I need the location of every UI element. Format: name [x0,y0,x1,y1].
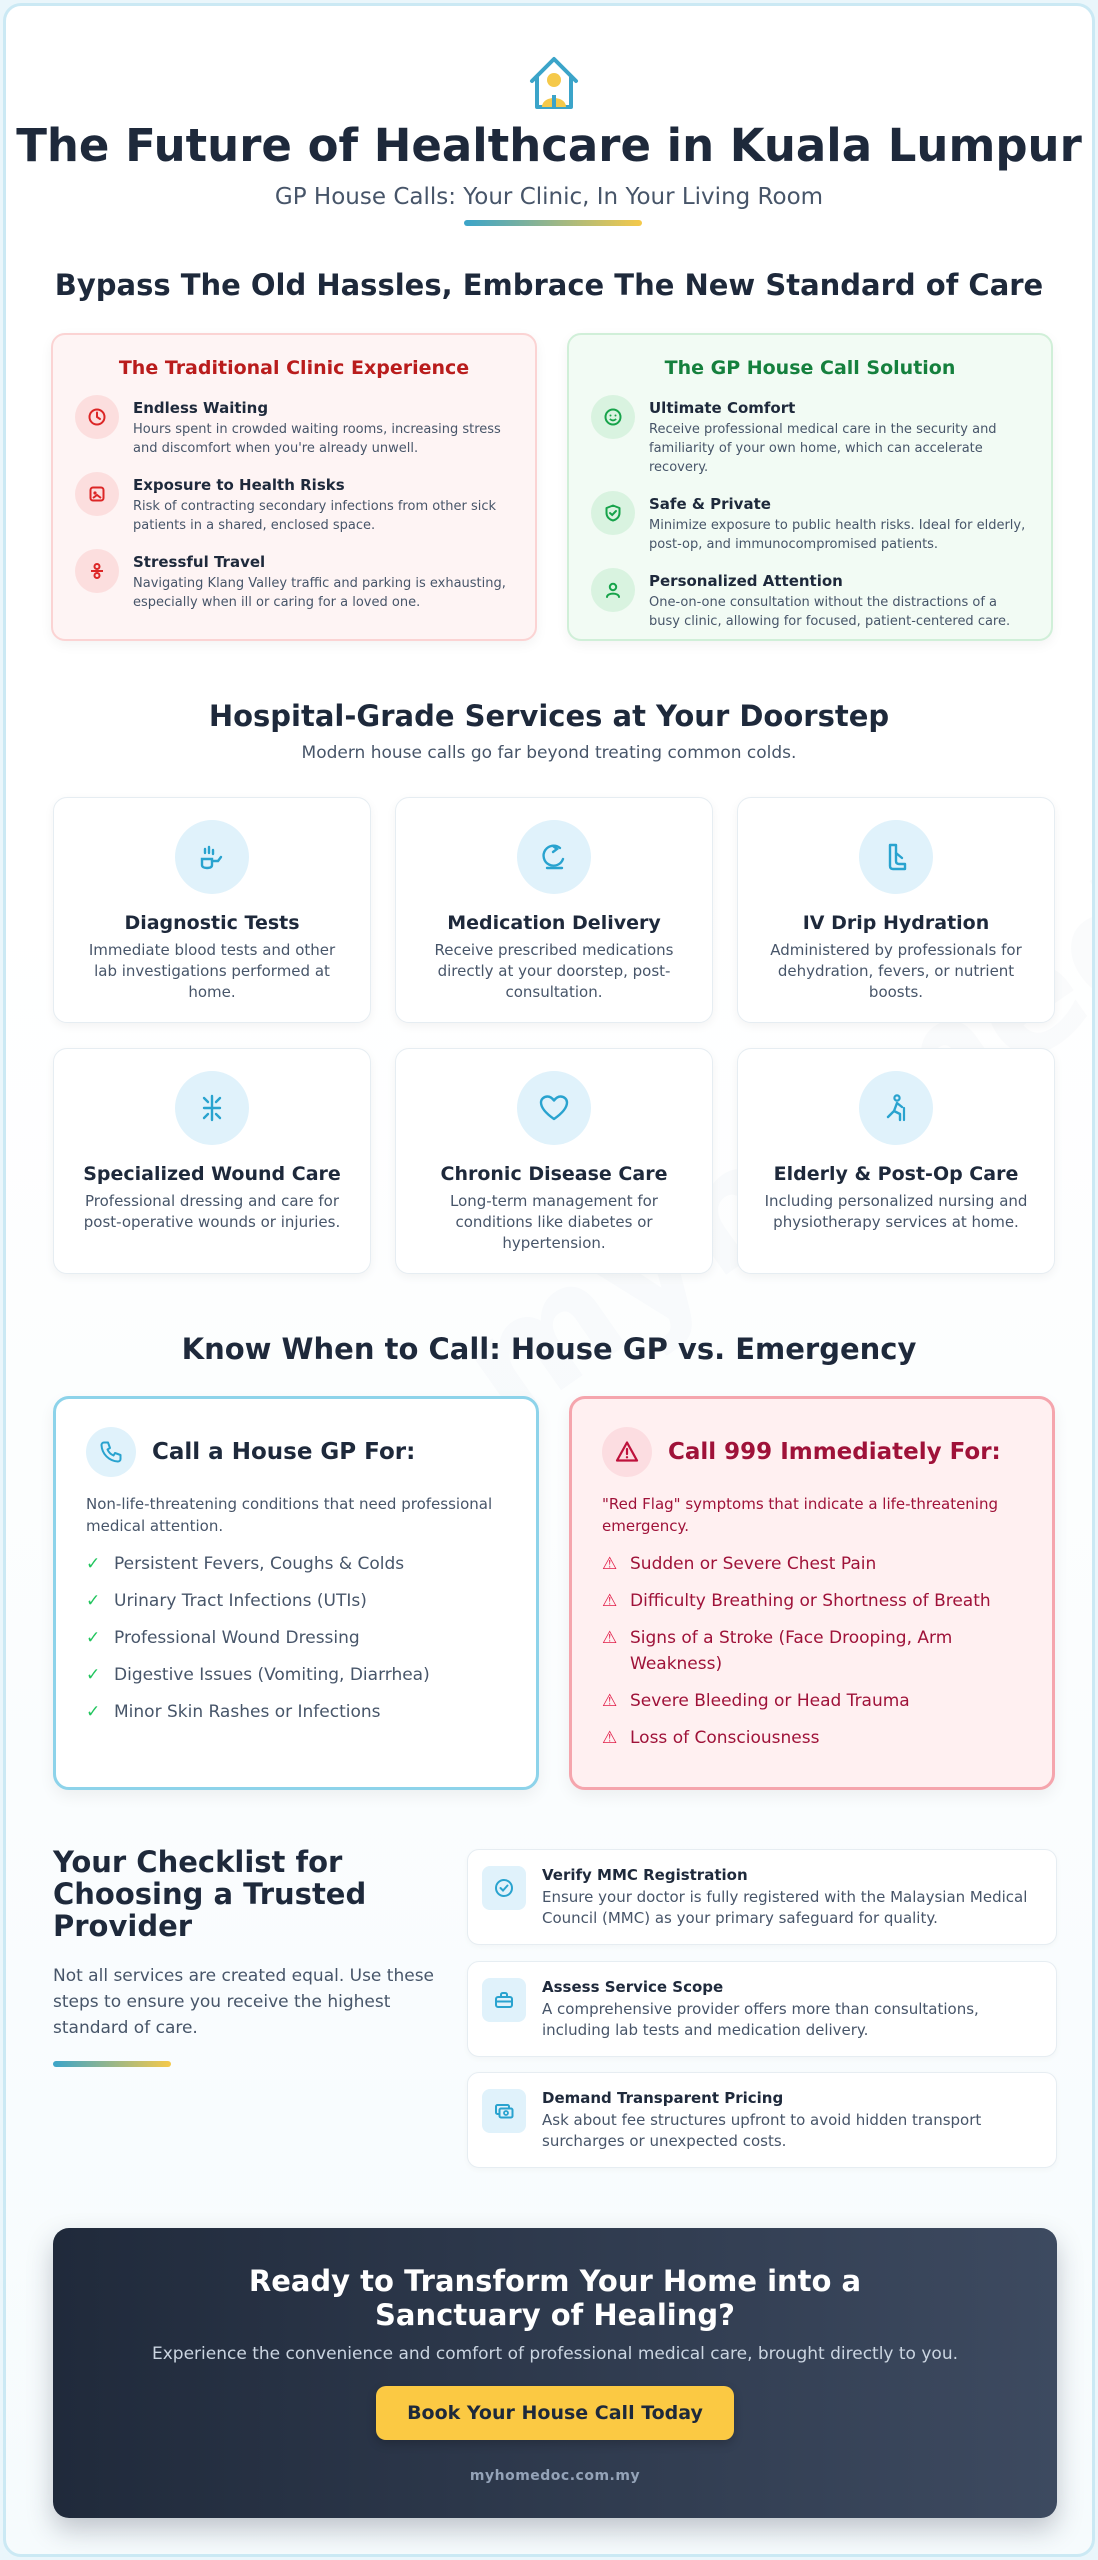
warning-icon: ⚠ [602,1691,618,1711]
service-card-elderly-care [737,1048,1055,1274]
lab-test-icon [175,820,249,894]
check-icon: ✓ [86,1554,101,1574]
smile-icon [591,395,635,439]
list-item [602,1551,1022,1577]
page-subtitle: GP House Calls: Your Clinic, In Your Living Room [274,184,824,210]
traditional-heading: The Traditional Clinic Experience [118,357,470,379]
list-item [75,472,513,535]
list-item [86,1699,506,1725]
checklist-item-scope [467,1961,1057,2057]
virus-icon [75,472,119,516]
cta-banner [53,2228,1057,2518]
service-title: Medication Delivery [447,912,661,934]
item-desc: One-on-one consultation without the distractions of a busy clinic, allowing for focused, patient-centered care. [649,595,1011,629]
shield-check-icon [591,491,635,535]
check-icon: ✓ [86,1665,101,1685]
list-item [591,491,1029,554]
list-item [86,1551,506,1577]
item-text: Urinary Tract Infections (UTIs) [114,1591,367,1611]
item-desc: Navigating Klang Valley traffic and parking is exhausting, especially when ill or caring for a loved one. [133,576,506,610]
item-desc: Risk of contracting secondary infections from other sick patients in a shared, enclosed space. [133,499,497,533]
cta-subtitle: Experience the convenience and comfort of professional medical care, brought directly to you. [151,2344,958,2364]
emergency-card [569,1396,1055,1790]
check-icon: ✓ [86,1628,101,1648]
infographic-page [3,3,1095,2557]
service-desc: Including personalized nursing and physiotherapy services at home. [764,1192,1028,1231]
money-icon [482,2089,526,2133]
checklist-item-title: Verify MMC Registration [542,1866,748,1884]
item-desc: Minimize exposure to public health risks. Ideal for elderly, post-op, and immunocompromised patients. [649,518,1026,552]
bandage-icon [175,1071,249,1145]
checklist-item-desc: Ask about fee structures upfront to avoid hidden transport surcharges or unexpected costs. [542,2111,982,2150]
check-circle-icon [482,1866,526,1910]
item-text: Minor Skin Rashes or Infections [114,1702,381,1722]
checklist-desc: Not all services are created equal. Use these steps to ensure you receive the highest standard of care. [53,1966,435,2038]
book-house-call-button[interactable]: Book Your House Call Today [376,2386,734,2440]
elderly-icon [859,1071,933,1145]
user-icon [591,568,635,612]
checklist-item-title: Assess Service Scope [542,1978,724,1996]
checklist-title: Your Checklist for Choosing a Trusted Provider [53,1845,367,1943]
service-title: Specialized Wound Care [83,1163,341,1185]
title-underline [464,220,642,226]
checklist-item-mmc [467,1849,1057,1945]
item-text: Difficulty Breathing or Shortness of Breath [630,1591,991,1611]
service-desc: Administered by professionals for dehydration, fevers, or nutrient boosts. [770,941,1022,1001]
traditional-clinic-card [51,333,537,641]
item-text: Sudden or Severe Chest Pain [630,1554,877,1574]
service-card-iv-drip [737,797,1055,1023]
car-icon [75,549,119,593]
list-item [602,1588,1022,1614]
list-item [75,549,513,612]
house-call-heading: The GP House Call Solution [664,357,956,379]
item-text: Loss of Consciousness [630,1728,820,1748]
checklist-item-desc: A comprehensive provider offers more than consultations, including lab tests and medication delivery. [542,2000,979,2039]
house-doctor-logo-icon [526,51,582,111]
service-title: Elderly & Post-Op Care [773,1163,1019,1185]
service-desc: Long-term management for conditions like diabetes or hypertension. [450,1192,658,1252]
heart-icon [517,1071,591,1145]
phone-icon [86,1427,136,1477]
check-icon: ✓ [86,1702,101,1722]
item-title: Ultimate Comfort [649,399,796,417]
item-text: Signs of a Stroke (Face Drooping, Arm Weakness) [630,1628,953,1674]
item-desc: Receive professional medical care in the security and familiarity of your own home, which can accelerate recovery. [649,422,997,475]
item-desc: Hours spent in crowded waiting rooms, increasing stress and discomfort when you're already unwell. [133,422,501,456]
checklist-item-desc: Ensure your doctor is fully registered with the Malaysian Medical Council (MMC) as your primary safeguard for quality. [542,1888,1028,1927]
services-section-title: Hospital-Grade Services at Your Doorstep [208,699,890,733]
clock-icon [75,395,119,439]
iv-drip-icon [859,820,933,894]
cta-title: Ready to Transform Your Home into a Sanctuary of Healing? [248,2264,862,2332]
check-icon: ✓ [86,1591,101,1611]
refresh-delivery-icon [517,820,591,894]
warning-icon: ⚠ [602,1591,618,1611]
item-title: Personalized Attention [649,572,843,590]
warning-icon: ⚠ [602,1728,618,1748]
compare-section-title: Bypass The Old Hassles, Embrace The New Standard of Care [54,268,1044,302]
list-item [75,395,513,458]
item-title: Safe & Private [649,495,771,513]
item-text: Professional Wound Dressing [114,1628,360,1648]
house-gp-heading: Call a House GP For: [152,1439,416,1465]
warning-icon: ⚠ [602,1554,618,1574]
service-desc: Immediate blood tests and other lab investigations performed at home. [88,941,336,1001]
emergency-intro: "Red Flag" symptoms that indicate a life-threatening emergency. [602,1495,999,1535]
list-item [602,1625,1022,1677]
service-card-wound-care [53,1048,371,1274]
service-card-diagnostic-tests [53,797,371,1023]
item-title: Endless Waiting [133,399,269,417]
house-call-card [567,333,1053,641]
emergency-heading: Call 999 Immediately For: [668,1439,1001,1465]
item-text: Severe Bleeding or Head Trauma [630,1691,910,1711]
list-item [602,1688,1022,1714]
checklist-item-pricing [467,2072,1057,2168]
list-item [86,1662,506,1688]
services-section-subtitle: Modern house calls go far beyond treating common colds. [301,743,797,763]
service-title: Chronic Disease Care [440,1163,668,1185]
warning-icon: ⚠ [602,1628,618,1648]
item-text: Persistent Fevers, Coughs & Colds [114,1554,405,1574]
checklist-item-title: Demand Transparent Pricing [542,2089,784,2107]
list-item [86,1625,506,1651]
list-item [591,395,1029,477]
warning-icon [602,1427,652,1477]
when-to-call-section-title: Know When to Call: House GP vs. Emergency [181,1332,917,1366]
house-gp-card [53,1396,539,1790]
item-title: Exposure to Health Risks [133,476,345,494]
list-item [602,1725,1022,1751]
list-item [86,1588,506,1614]
house-gp-intro: Non-life-threatening conditions that need professional medical attention. [86,1495,493,1535]
service-card-chronic-disease [395,1048,713,1274]
item-title: Stressful Travel [133,553,266,571]
service-card-medication-delivery [395,797,713,1023]
item-text: Digestive Issues (Vomiting, Diarrhea) [114,1665,430,1685]
service-desc: Professional dressing and care for post-operative wounds or injuries. [83,1192,341,1231]
service-title: IV Drip Hydration [802,912,990,934]
medical-bag-icon [482,1978,526,2022]
website-link[interactable]: myhomedoc.com.my [469,2468,641,2484]
service-desc: Receive prescribed medications directly at your doorstep, post-consultation. [434,941,674,1001]
service-title: Diagnostic Tests [124,912,300,934]
list-item [591,568,1029,631]
checklist-underline [53,2061,171,2067]
page-title: The Future of Healthcare in Kuala Lumpur [16,119,1082,172]
